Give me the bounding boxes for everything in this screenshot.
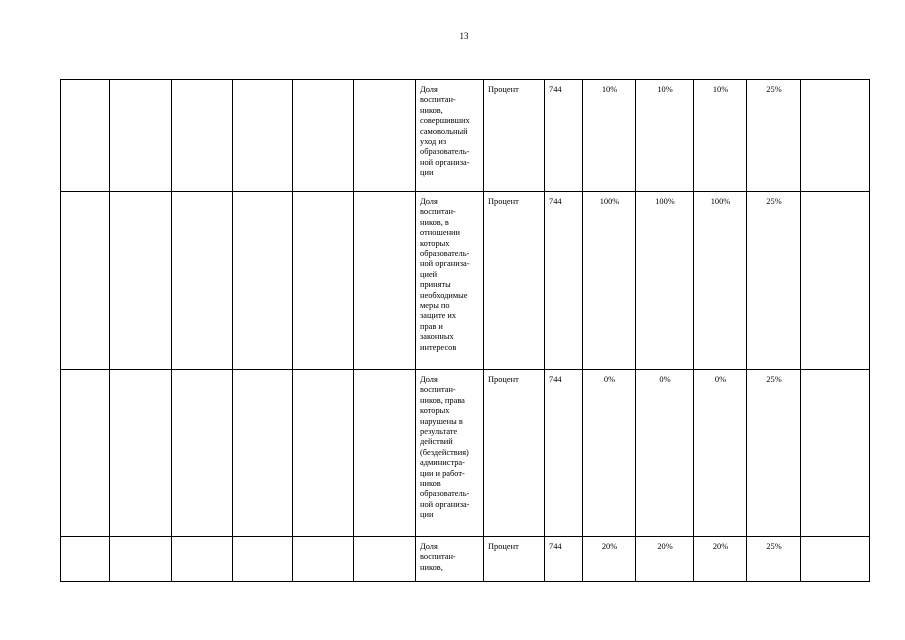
indicator-name: Доля воспитан- ников, права которых нарушены в результате действий (бездействия) администра- ции и работ- ников образователь- ной организа- ции <box>416 370 484 537</box>
empty-cell <box>172 537 233 582</box>
empty-cell <box>233 537 293 582</box>
empty-cell <box>354 192 416 370</box>
empty-cell <box>801 80 870 192</box>
value-cell-3: 20% <box>694 537 747 582</box>
empty-cell <box>293 537 354 582</box>
empty-cell <box>354 537 416 582</box>
okei-code-cell: 744 <box>545 80 583 192</box>
value-cell-1: 100% <box>583 192 636 370</box>
value-cell-1: 20% <box>583 537 636 582</box>
empty-cell <box>293 192 354 370</box>
empty-cell <box>801 192 870 370</box>
value-cell-3: 10% <box>694 80 747 192</box>
empty-cell <box>61 192 110 370</box>
indicator-name: Доля воспитан- ников, <box>416 537 484 582</box>
table-row <box>61 370 870 537</box>
value-cell-1: 0% <box>583 370 636 537</box>
value-cell-2: 10% <box>636 80 694 192</box>
okei-code-cell: 744 <box>545 370 583 537</box>
indicator-name: Доля воспитан- ников, в отношении которых образователь- ной организа- цией приняты необходимые меры по защите их прав и законных интересов <box>416 192 484 370</box>
okei-code-cell: 744 <box>545 192 583 370</box>
empty-cell <box>110 370 172 537</box>
empty-cell <box>293 370 354 537</box>
value-cell-1: 10% <box>583 80 636 192</box>
unit-cell: Процент <box>484 537 545 582</box>
okei-code-cell: 744 <box>545 537 583 582</box>
empty-cell <box>293 80 354 192</box>
value-cell-3: 0% <box>694 370 747 537</box>
deviation-cell: 25% <box>747 537 801 582</box>
deviation-cell: 25% <box>747 192 801 370</box>
empty-cell <box>172 80 233 192</box>
unit-cell: Процент <box>484 80 545 192</box>
unit-cell: Процент <box>484 192 545 370</box>
value-cell-2: 0% <box>636 370 694 537</box>
value-cell-2: 100% <box>636 192 694 370</box>
empty-cell <box>354 80 416 192</box>
page-number: 13 <box>459 31 469 41</box>
table-row <box>61 537 870 582</box>
table-row <box>61 80 870 192</box>
empty-cell <box>172 370 233 537</box>
empty-cell <box>233 370 293 537</box>
empty-cell <box>354 370 416 537</box>
empty-cell <box>233 192 293 370</box>
empty-cell <box>61 80 110 192</box>
empty-cell <box>61 370 110 537</box>
empty-cell <box>110 80 172 192</box>
empty-cell <box>801 370 870 537</box>
value-cell-3: 100% <box>694 192 747 370</box>
value-cell-2: 20% <box>636 537 694 582</box>
unit-cell: Процент <box>484 370 545 537</box>
deviation-cell: 25% <box>747 80 801 192</box>
empty-cell <box>172 192 233 370</box>
empty-cell <box>233 80 293 192</box>
empty-cell <box>61 537 110 582</box>
deviation-cell: 25% <box>747 370 801 537</box>
table-row <box>61 192 870 370</box>
empty-cell <box>801 537 870 582</box>
indicator-name: Доля воспитан- ников, совершивших самовольный уход из образователь- ной организа- ции <box>416 80 484 192</box>
indicators-table <box>60 79 870 582</box>
empty-cell <box>110 537 172 582</box>
empty-cell <box>110 192 172 370</box>
